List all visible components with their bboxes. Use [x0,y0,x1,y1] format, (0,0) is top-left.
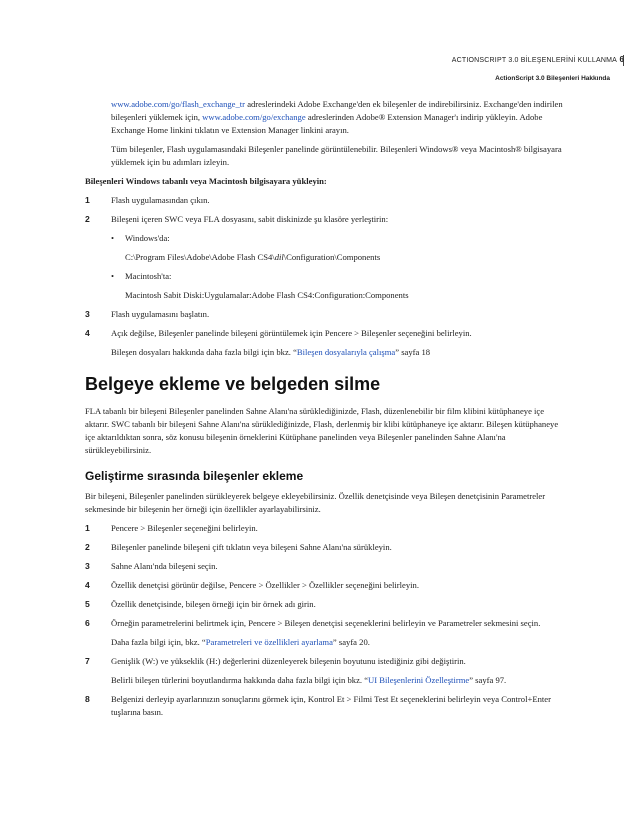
bullet-mac [85,270,565,283]
component-files-link[interactable]: Bileşen dosyalarıyla çalışma [296,347,396,357]
windows-path [85,251,565,264]
step-text: Genişlik (W:) ve yükseklik (H:) değerlerini düzenleyerek bileşenin boyutunu istediğiniz gibi değiştirin. [111,656,466,666]
add-step [85,560,565,573]
path-part-italic: dil [274,252,284,262]
step-note [85,674,565,687]
install-heading: Bileşenleri Windows tabanlı veya Macintosh bilgisayara yükleyin: [85,176,327,186]
note-text: Bileşen dosyaları hakkında daha fazla bilgi için bkz. “ [111,347,297,357]
page-header [452,55,624,82]
step-note [85,636,565,649]
step-text: Örneğin parametrelerini belirtmek için, Pencere > Bileşen denetçisi seçeneklerini belirleyin ve Parametreler sekmesini seçin. [111,618,541,628]
intro-paragraph [85,98,565,137]
bullet-text: Windows'da: [125,233,170,243]
step-number: 2 [85,542,90,552]
step-number: 1 [85,523,90,533]
section-title: Belgeye ekleme ve belgeden silme [85,374,381,394]
step-text: Bileşenler panelinde bileşeni çift tıklatın veya bileşeni Sahne Alanı'na sürükleyin. [111,542,392,552]
intro-text-2: adreslerinden Adobe® Extension Manager'ı indirip yükleyin. Adobe Exchange Home linkini tıklatın ve Extension Manager linkini arayın. [111,112,543,135]
flash-exchange-link[interactable]: www.adobe.com/go/flash_exchange_tr [111,99,246,109]
step-text: Belgenizi derleyip ayarlarınızın sonuçlarını görmek için, Kontrol Et > Filmi Test Et seçeneklerini belirleyin veya Control+Enter tuşlarına basın. [111,694,551,717]
step-text: Sahne Alanı'nda bileşeni seçin. [111,561,218,571]
step-text: Bileşeni içeren SWC veya FLA dosyasını, sabit diskinizde şu klasöre yerleştirin: [111,214,389,224]
page-number: 6 [619,55,624,64]
bullet-icon: • [111,271,115,281]
add-step [85,579,565,592]
add-step [85,693,565,719]
step-text: Özellik denetçisi görünür değilse, Pencere > Özellikler > Özellikler seçeneğini belirleyin. [111,580,419,590]
subsection-title: Geliştirme sırasında bileşenler ekleme [85,469,304,483]
step-text: Flash uygulamasını başlatın. [111,309,210,319]
customize-ui-link[interactable]: UI Bileşenlerini Özelleştirme [368,675,470,685]
mac-path: Macintosh Sabit Diski:Uygulamalar:Adobe Flash CS4:Configuration:Components [125,290,409,300]
page-content [85,98,565,725]
running-title: ACTIONSCRIPT 3.0 BİLEŞENLERİNİ KULLANMA [452,55,624,66]
add-step [85,598,565,611]
parameters-link[interactable]: Parametreleri ve özellikleri ayarlama [205,637,333,647]
install-step [85,327,565,340]
step-text: Açık değilse, Bileşenler panelinde bileşeni görüntülemek için Pencere > Bileşenler seçeneğini belirleyin. [111,328,472,338]
step-number: 5 [85,599,90,609]
install-step [85,194,565,207]
install-step [85,213,565,226]
add-step [85,617,565,630]
step-number: 6 [85,618,90,628]
path-part: C:\Program Files\Adobe\Adobe Flash CS4\ [125,252,275,262]
step-text: Flash uygulamasından çıkın. [111,195,210,205]
note-end: ” sayfa 18 [395,347,431,357]
step-number: 3 [85,561,90,571]
note-end: ” sayfa 20. [332,637,370,647]
section-body: FLA tabanlı bir bileşeni Bileşenler panelinden Sahne Alanı'na sürüklediğinizde, Flash, düzenlenebilir bir film klibini kütüphaneye içe aktarır. SWC tabanlı bir bileşeni Sahne Alanı'na sürüklediğinizde, Flash, derlenmiş bir klibi kütüphaneye içe aktarır. Bileşen kütüphaneye içe aktarıldıktan sonra, söz konusu bileşenin örneklerini Kütüphane panelinden veya Bileşenler panelinden Sahne Alanı'na sürükleyebilirsiniz. [85,406,559,455]
intro-paragraph-2: Tüm bileşenler, Flash uygulamasındaki Bileşenler panelinde görüntülenebilir. Bileşenleri Windows® veya Macintosh® bilgisayara yüklemek için bu adımları izleyin. [111,144,562,167]
install-step [85,308,565,321]
intro-text-1: adreslerindeki Adobe Exchange'den ek bileşenler de indirebilirsiniz. Exchange'den indirilen bileşenleri yüklemek için, [111,99,563,122]
install-note [85,346,565,359]
bullet-icon: • [111,233,115,243]
add-step [85,522,565,535]
step-number: 8 [85,694,90,704]
step-number: 4 [85,580,90,590]
step-text: Özellik denetçisinde, bileşen örneği için bir örnek adı girin. [111,599,316,609]
bullet-text: Macintosh'ta: [125,271,172,281]
note-end: ” sayfa 97. [469,675,507,685]
running-subtitle: ActionScript 3.0 Bileşenleri Hakkında [495,75,610,82]
add-step [85,655,565,668]
add-step [85,541,565,554]
note-text: Belirli bileşen türlerini boyutlandırma hakkında daha fazla bilgi için bkz. “ [111,675,369,685]
step-number: 4 [85,328,90,338]
step-number: 1 [85,195,90,205]
subsection-body: Bir bileşeni, Bileşenler panelinden sürükleyerek belgeye ekleyebilirsiniz. Özellik denetçisinde veya Bileşen denetçisinin Parametreler sekmesinde bir bileşenin her örneği için özellikler ayarlayabilirsiniz. [85,491,546,514]
exchange-link[interactable]: www.adobe.com/go/exchange [202,112,306,122]
path-part: \Configuration\Components [283,252,381,262]
step-number: 2 [85,214,90,224]
note-text: Daha fazla bilgi için, bkz. “ [111,637,206,647]
step-number: 7 [85,656,90,666]
bullet-windows [85,232,565,245]
step-number: 3 [85,309,90,319]
step-text: Pencere > Bileşenler seçeneğini belirleyin. [111,523,258,533]
